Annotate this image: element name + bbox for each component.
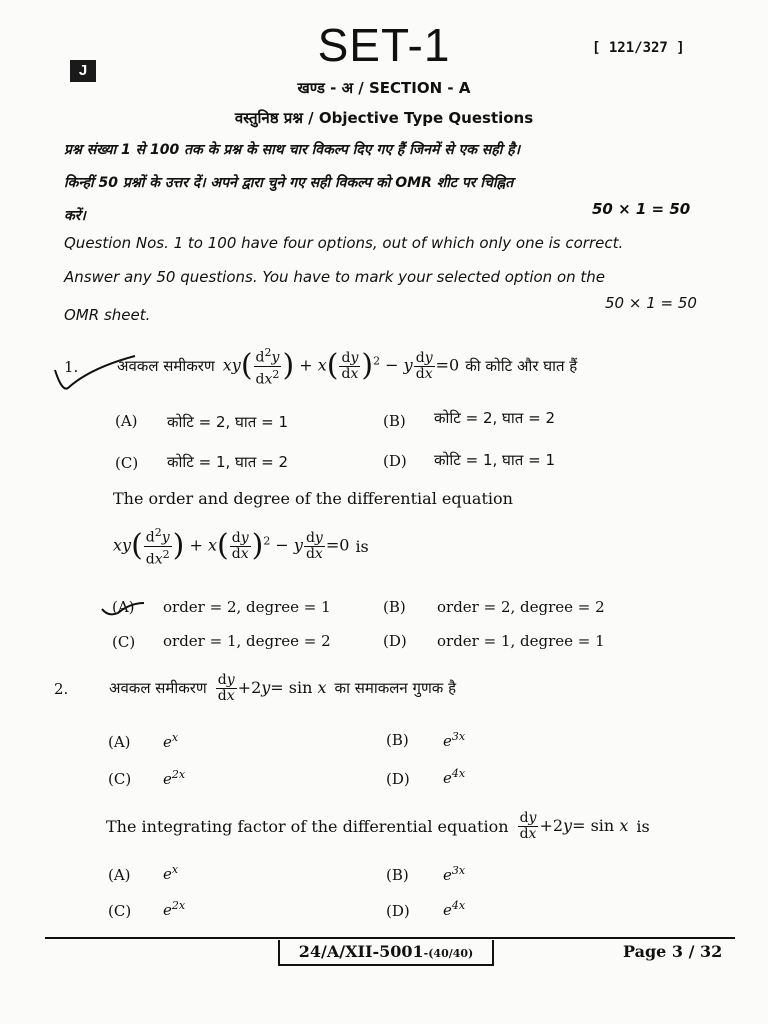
instruction-hindi-1: प्रश्न संख्या 1 से 100 तक के प्रश्न के साथ चार विकल्प दिए गए हैं जिनमें से एक सही है। (64, 142, 521, 158)
instruction-hindi-3: करें। (64, 208, 86, 224)
option-text[interactable]: order = 2, degree = 2 (437, 598, 605, 616)
question-text: The integrating factor of the differential equation (106, 816, 509, 836)
instruction-english-1: Question Nos. 1 to 100 have four options, out of which only one is correct. (64, 234, 624, 252)
option-text[interactable]: $e^{2x}$ (163, 899, 186, 919)
option-label: (D) (383, 452, 407, 470)
option-label: (D) (386, 902, 410, 920)
option-text[interactable]: $e^x$ (163, 863, 179, 883)
option-label: (B) (383, 412, 406, 430)
option-label: (A) (112, 598, 135, 616)
option-label: (A) (115, 412, 138, 430)
footer-rule (45, 937, 735, 939)
option-label: (C) (108, 902, 132, 920)
option-text[interactable]: $e^{3x}$ (443, 730, 466, 750)
footer-code: 24/A/XII-5001-(40/40) (278, 940, 494, 966)
option-text[interactable]: order = 2, degree = 1 (163, 598, 331, 616)
question-text-suffix: की कोटि और घात हैं (465, 357, 578, 375)
option-text[interactable]: $e^{4x}$ (443, 899, 466, 919)
option-text[interactable]: $e^{2x}$ (163, 768, 186, 788)
question-1-english: The order and degree of the differential equation (113, 489, 513, 508)
selection-mark-icon (98, 595, 146, 619)
option-label: (B) (386, 731, 409, 749)
option-text[interactable]: $e^{3x}$ (443, 864, 466, 884)
instruction-english-2: Answer any 50 questions. You have to mark your selected option on the (64, 268, 606, 286)
instruction-hindi-2: किन्हीं 50 प्रश्नों के उत्तर दें। अपने द्वारा चुने गए सही विकल्प को OMR शीट पर चिह्नित (64, 175, 514, 191)
option-text[interactable]: कोटि = 1, घात = 1 (434, 451, 555, 469)
question-2-english (106, 804, 650, 848)
option-text[interactable]: order = 1, degree = 2 (163, 632, 331, 650)
marks-english: 50 × 1 = 50 (605, 294, 697, 312)
set-title: SET-1 (317, 19, 451, 71)
equation: $\frac{dy}{dx}$ +2y= sin x (217, 671, 327, 704)
option-label: (B) (383, 598, 406, 616)
option-label: (D) (383, 632, 407, 650)
option-label: (D) (386, 770, 410, 788)
question-text: अवकल समीकरण (117, 357, 215, 375)
option-label: (A) (108, 733, 131, 751)
set-badge: J (70, 60, 96, 82)
question-text-suffix: का समाकलन गुणक है (334, 679, 457, 697)
option-text[interactable]: $e^{4x}$ (443, 767, 466, 787)
option-text[interactable]: कोटि = 1, घात = 2 (167, 453, 288, 471)
page-number: Page 3 / 32 (623, 942, 723, 961)
objective-heading: वस्तुनिष्ठ प्रश्न / Objective Type Questions (234, 109, 534, 127)
equation-row (113, 524, 369, 568)
option-label: (B) (386, 866, 409, 884)
option-label: (C) (115, 454, 139, 472)
option-text[interactable]: order = 1, degree = 1 (437, 632, 605, 650)
equation: $\frac{dy}{dx}$ +2y= sin x (519, 809, 629, 842)
section-heading: खण्ड - अ / SECTION - A (297, 79, 471, 97)
question-number: 1. (64, 358, 79, 376)
question-text-suffix: is (636, 816, 650, 836)
option-text[interactable]: कोटि = 2, घात = 1 (167, 413, 288, 431)
question-text-suffix: is (355, 536, 369, 556)
question-text: अवकल समीकरण (109, 679, 207, 697)
option-text[interactable]: $e^x$ (163, 731, 179, 751)
option-label: (C) (112, 633, 136, 651)
option-text[interactable]: कोटि = 2, घात = 2 (434, 409, 555, 427)
option-label: (C) (108, 770, 132, 788)
option-label: (A) (108, 866, 131, 884)
equation: xy( $\frac{d^2y}{dx^2}$ ) + x( $\frac{dy}{dx}$ )$^2$ − y $\frac{dy}{dx}$ =0 (222, 345, 460, 388)
question-1-hindi (117, 344, 577, 388)
paper-code: [ 121/327 ] (592, 40, 685, 56)
marks-hindi: 50 × 1 = 50 (592, 200, 691, 218)
instruction-english-3: OMR sheet. (64, 306, 151, 324)
question-number: 2. (54, 680, 69, 698)
equation: xy( $\frac{d^2y}{dx^2}$ ) + x( $\frac{dy}{dx}$ )$^2$ − y $\frac{dy}{dx}$ =0 (113, 525, 350, 568)
question-2-hindi (109, 666, 456, 710)
